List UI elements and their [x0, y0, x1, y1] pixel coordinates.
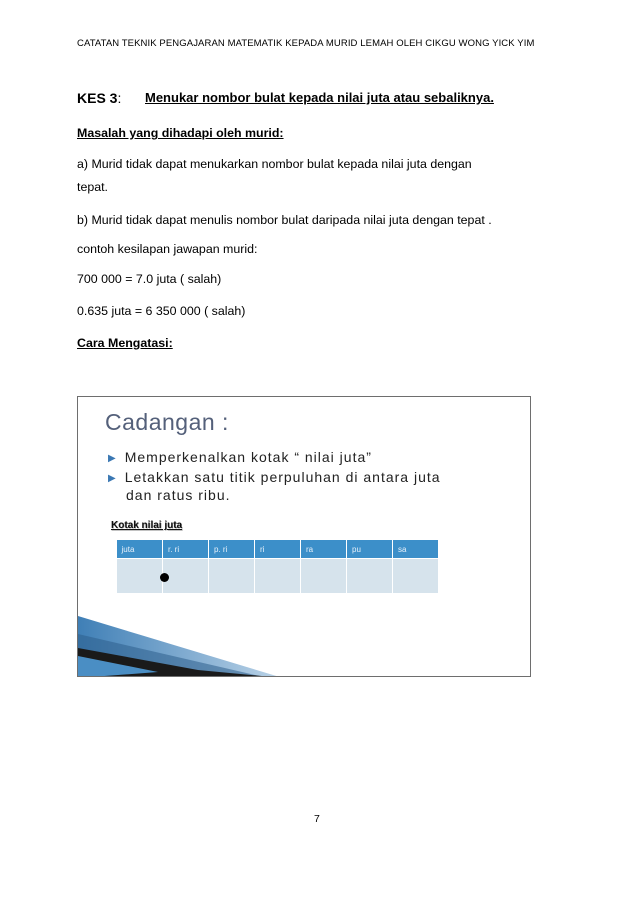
- table-header-cell: sa: [393, 540, 439, 559]
- slide-bullet-2: [108, 469, 441, 485]
- problem-b: b) Murid tidak dapat menulis nombor bulat daripada nilai juta dengan tepat .: [77, 213, 492, 227]
- problem-heading: Masalah yang dihadapi oleh murid:: [77, 126, 284, 140]
- table-cell: [117, 559, 163, 594]
- table-header-cell: pu: [347, 540, 393, 559]
- table-cell: [301, 559, 347, 594]
- table-header-cell: p. ri: [209, 540, 255, 559]
- decimal-point-dot: [160, 573, 169, 582]
- place-value-box-label: Kotak nilai juta: [111, 520, 183, 531]
- problem-a-line1: a) Murid tidak dapat menukarkan nombor bulat kepada nilai juta dengan: [77, 157, 472, 171]
- table-cell: [255, 559, 301, 594]
- table-cell: [347, 559, 393, 594]
- example-heading: contoh kesilapan jawapan murid:: [77, 242, 258, 256]
- slide-bullet-1: [108, 449, 372, 465]
- case-heading: [77, 90, 494, 106]
- triangle-right-icon: ▶: [108, 453, 117, 464]
- problem-a-line2: tepat.: [77, 180, 109, 194]
- table-header-cell: juta: [117, 540, 163, 559]
- case-separator: :: [117, 90, 122, 106]
- table-header-cell: r. ri: [163, 540, 209, 559]
- place-value-table: [116, 540, 439, 594]
- example-1: 700 000 = 7.0 juta ( salah): [77, 272, 222, 286]
- document-header: CATATAN TEKNIK PENGAJARAN MATEMATIK KEPADA MURID LEMAH OLEH CIKGU WONG YICK YIM: [77, 38, 535, 49]
- table-header-cell: ra: [301, 540, 347, 559]
- table-cell: [163, 559, 209, 594]
- case-label: KES 3: [77, 90, 118, 106]
- example-2: 0.635 juta = 6 350 000 ( salah): [77, 304, 246, 318]
- slide-bullet-2-continuation: dan ratus ribu.: [126, 487, 231, 503]
- table-header-row: [117, 540, 439, 559]
- slide-bullet-1-text: Memperkenalkan kotak “ nilai juta”: [124, 449, 372, 465]
- slide-image: [77, 396, 531, 677]
- solution-heading: Cara Mengatasi:: [77, 336, 173, 350]
- table-cell: [393, 559, 439, 594]
- page-number: 7: [314, 813, 320, 825]
- table-cell: [209, 559, 255, 594]
- table-header-cell: ri: [255, 540, 301, 559]
- slide-corner-decoration: [78, 612, 298, 677]
- case-title: Menukar nombor bulat kepada nilai juta atau sebaliknya.: [145, 90, 494, 105]
- slide-bullet-2-text: Letakkan satu titik perpuluhan di antara juta: [124, 469, 441, 485]
- triangle-right-icon: ▶: [108, 473, 117, 484]
- slide-title: Cadangan :: [105, 409, 229, 435]
